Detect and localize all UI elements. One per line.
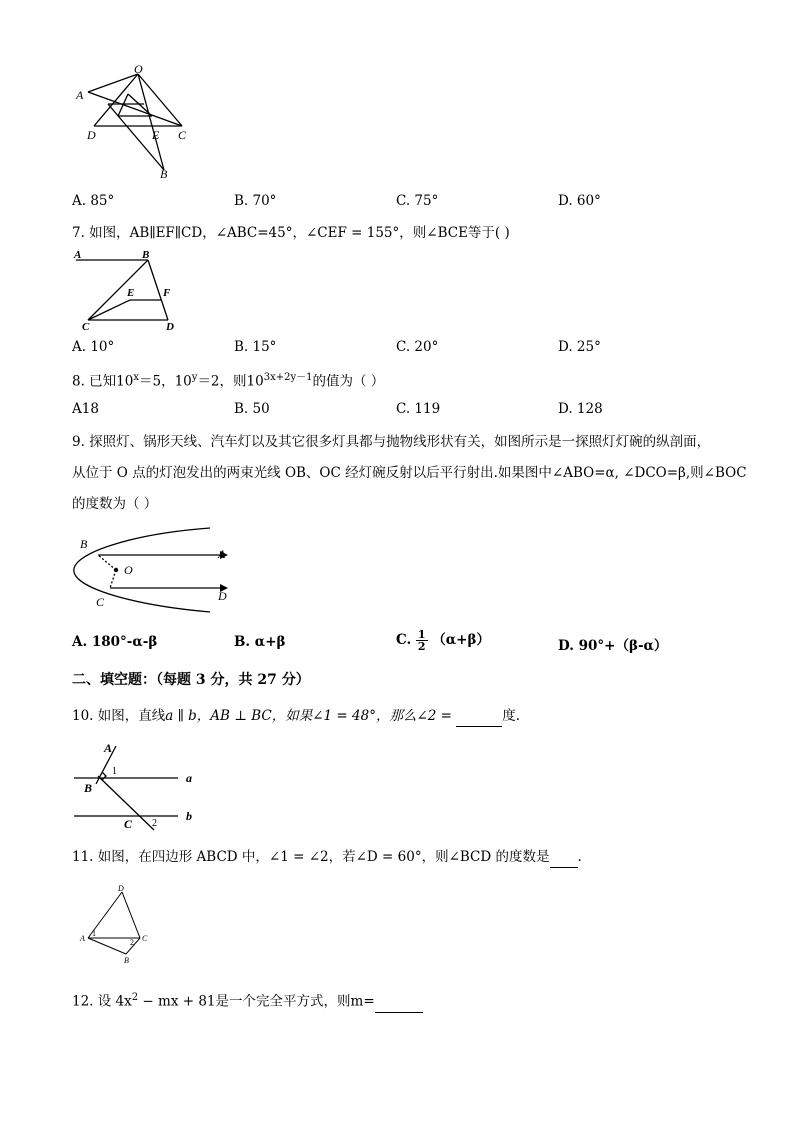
q6-option-c: C. 75° xyxy=(396,193,439,209)
fig11-label-1: 1 xyxy=(92,929,96,938)
q7-figure xyxy=(72,248,192,334)
q9-option-c-rest: （α+β） xyxy=(432,632,490,648)
q9-line3: 的度数为（ ） xyxy=(72,496,158,512)
q11-text xyxy=(72,847,582,868)
q8-option-d: D. 128 xyxy=(558,401,603,417)
q12-text xyxy=(72,988,423,1013)
q11-text-a: 11. 如图，在四边形 ABCD 中，∠1 = ∠2，若∠D = 60°，则∠BCD 的度数是 xyxy=(72,849,550,865)
fig7-label-e: E xyxy=(127,287,135,299)
q8-option-a: A18 xyxy=(72,401,99,417)
fig9-label-d: D xyxy=(218,589,227,603)
q6-option-b: B. 70° xyxy=(234,193,277,209)
fig9-label-o: O xyxy=(124,563,133,577)
q8-text-mid2: ＝2，则10 xyxy=(197,373,264,390)
section2-title: 二、填空题：（每题 3 分，共 27 分） xyxy=(72,672,310,688)
q10-text-b: a ∥ b，AB ⊥ BC，如果∠1 = 48°，那么∠2 = xyxy=(165,708,457,724)
q9-line2: 从位于 O 点的灯泡发出的两束光线 OB、OC 经灯碗反射以后平行射出.如果图中∠ABO=α, ∠DCO=β,则∠BOC xyxy=(72,465,747,481)
q8-text xyxy=(72,368,384,392)
q10-text-a: 10. 如图，直线 xyxy=(72,708,166,724)
fig7-label-b: B xyxy=(142,249,150,261)
q7-option-d: D. 25° xyxy=(558,339,601,355)
q12-sup: 2 xyxy=(131,992,139,1003)
q7-text: 7. 如图，AB∥EF∥CD，∠ABC=45°，∠CEF = 155°，则∠BCE等于( ) xyxy=(72,225,510,241)
fig10-label-c-point: C xyxy=(124,817,133,831)
q9-fraction-num: 1 xyxy=(417,628,426,641)
q6-option-a: A. 85° xyxy=(72,193,115,209)
fig7-label-f: F xyxy=(163,287,171,299)
q11-text-b: . xyxy=(577,849,582,865)
fig10-label-1: 1 xyxy=(112,766,117,777)
q8-text-prefix: 8. 已知10 xyxy=(72,373,134,390)
q12-text-b: − mx + 81是一个完全平方式，则m= xyxy=(138,993,375,1010)
fig6-label-o: O xyxy=(134,64,143,76)
fig11-label-2: 2 xyxy=(130,938,134,947)
fig6-label-c: C xyxy=(178,128,187,142)
q9-option-c xyxy=(396,628,490,652)
fig10-label-2: 2 xyxy=(152,818,157,829)
q9-option-c-label: C. xyxy=(396,632,412,648)
fig6-label-a: A xyxy=(76,88,84,102)
q8-sup-y: y xyxy=(191,372,198,383)
fig9-label-b: B xyxy=(80,537,88,551)
fig11-label-a: A xyxy=(80,934,85,943)
q8-sup-exp: 3x+2y－1 xyxy=(263,372,313,383)
q9-option-b: B. α+β xyxy=(234,634,286,650)
fig9-label-a: A xyxy=(218,547,226,561)
fig9-label-c: C xyxy=(96,595,105,609)
fig10-label-a-point: A xyxy=(104,741,113,755)
q8-option-c: C. 119 xyxy=(396,401,441,417)
fig7-label-d: D xyxy=(166,321,174,333)
q9-option-c-fraction xyxy=(416,629,428,652)
q6-figure xyxy=(72,64,202,184)
q10-figure xyxy=(70,738,210,832)
q8-option-b: B. 50 xyxy=(234,401,270,417)
fig11-label-b: B xyxy=(124,956,129,965)
q11-figure xyxy=(78,884,158,966)
q9-figure xyxy=(70,524,232,616)
fig11-label-c: C xyxy=(142,934,148,943)
q7-option-a: A. 10° xyxy=(72,339,115,355)
q10-text-c: 度. xyxy=(502,708,521,724)
q11-answer-blank[interactable] xyxy=(550,847,578,868)
fig10-label-b-point: B xyxy=(84,781,93,795)
fig6-label-d: D xyxy=(87,128,96,142)
q7-option-b: B. 15° xyxy=(234,339,277,355)
fig10-label-line-a: a xyxy=(186,771,192,785)
q6-option-d: D. 60° xyxy=(558,193,601,209)
q7-option-c: C. 20° xyxy=(396,339,439,355)
q8-text-suffix: 的值为（ ） xyxy=(312,373,385,390)
q8-text-mid1: ＝5，10 xyxy=(139,373,192,390)
fig6-label-e: E xyxy=(152,128,160,142)
q8-sup-x: x xyxy=(133,372,139,383)
fig10-label-line-b: b xyxy=(186,809,192,823)
fig7-label-a: A xyxy=(74,249,82,261)
fig7-label-c: C xyxy=(82,321,90,333)
q9-option-a: A. 180°-α-β xyxy=(72,634,158,650)
q9-line1: 9. 探照灯、锅形天线、汽车灯以及其它很多灯具都与抛物线形状有关，如图所示是一探照灯灯碗的纵剖面， xyxy=(72,434,711,450)
q10-answer-blank[interactable] xyxy=(456,706,502,727)
fig11-label-d: D xyxy=(118,884,124,893)
q9-option-d: D. 90°+（β-α） xyxy=(558,638,668,654)
q9-fraction-den: 2 xyxy=(417,640,426,653)
q12-answer-blank[interactable] xyxy=(375,992,423,1013)
q12-text-a: 12. 设 4x xyxy=(72,993,132,1010)
fig6-label-b: B xyxy=(160,167,168,181)
q10-text xyxy=(72,706,520,727)
